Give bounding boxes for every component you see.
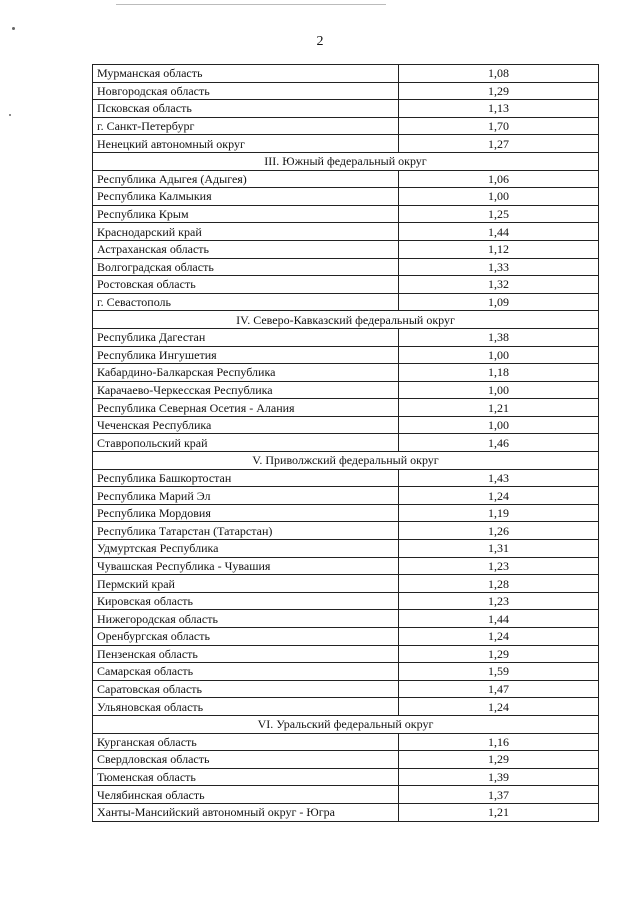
page-number: 2 [316, 34, 324, 49]
region-name-cell: г. Севастополь [93, 293, 399, 311]
region-name-cell: Новгородская область [93, 82, 399, 100]
scan-speck [12, 27, 15, 30]
coefficient-cell: 1,18 [399, 364, 599, 382]
coefficient-cell: 1,47 [399, 680, 599, 698]
region-name-cell: Курганская область [93, 733, 399, 751]
region-name-cell: Челябинская область [93, 786, 399, 804]
table-row [93, 469, 599, 487]
coefficient-cell: 1,06 [399, 170, 599, 188]
region-name-cell: Республика Калмыкия [93, 188, 399, 206]
region-name-cell: г. Санкт-Петербург [93, 117, 399, 135]
table-row [93, 276, 599, 294]
table-row [93, 399, 599, 417]
table-row [93, 205, 599, 223]
coefficient-cell: 1,29 [399, 751, 599, 769]
coefficient-cell: 1,44 [399, 223, 599, 241]
table-row [93, 768, 599, 786]
coefficient-cell: 1,31 [399, 540, 599, 558]
table-row [93, 328, 599, 346]
table-row [93, 188, 599, 206]
region-name-cell: Нижегородская область [93, 610, 399, 628]
coefficient-cell: 1,70 [399, 117, 599, 135]
table-row [93, 416, 599, 434]
section-title: VI. Уральский федеральный округ [93, 715, 599, 733]
coefficient-cell: 1,37 [399, 786, 599, 804]
coefficient-cell: 1,27 [399, 135, 599, 153]
coefficient-cell: 1,32 [399, 276, 599, 294]
coefficient-cell: 1,24 [399, 487, 599, 505]
table-row [93, 381, 599, 399]
section-title: III. Южный федеральный округ [93, 152, 599, 170]
region-name-cell: Кировская область [93, 592, 399, 610]
table-row [93, 293, 599, 311]
region-name-cell: Ханты-Мансийский автономный округ - Югра [93, 803, 399, 821]
coefficient-cell: 1,13 [399, 100, 599, 118]
coefficient-cell: 1,08 [399, 65, 599, 83]
table-body [93, 65, 599, 822]
region-name-cell: Республика Татарстан (Татарстан) [93, 522, 399, 540]
table-row [93, 628, 599, 646]
coefficient-cell: 1,12 [399, 240, 599, 258]
region-name-cell: Ростовская область [93, 276, 399, 294]
table-row [93, 434, 599, 452]
coefficient-cell: 1,43 [399, 469, 599, 487]
region-name-cell: Кабардино-Балкарская Республика [93, 364, 399, 382]
table-row [93, 522, 599, 540]
region-name-cell: Тюменская область [93, 768, 399, 786]
region-name-cell: Ставропольский край [93, 434, 399, 452]
table-row [93, 575, 599, 593]
coefficient-cell: 1,26 [399, 522, 599, 540]
coefficient-cell: 1,46 [399, 434, 599, 452]
table-row [93, 364, 599, 382]
region-name-cell: Республика Ингушетия [93, 346, 399, 364]
table-row [93, 557, 599, 575]
coefficient-cell: 1,00 [399, 346, 599, 364]
table-row [93, 65, 599, 83]
region-name-cell: Республика Дагестан [93, 328, 399, 346]
section-header-row [93, 152, 599, 170]
table-row [93, 680, 599, 698]
table-row [93, 170, 599, 188]
table-row [93, 100, 599, 118]
table-row [93, 223, 599, 241]
coefficient-cell: 1,21 [399, 803, 599, 821]
coefficient-cell: 1,29 [399, 82, 599, 100]
section-title: IV. Северо-Кавказский федеральный округ [93, 311, 599, 329]
section-header-row [93, 452, 599, 470]
region-name-cell: Пермский край [93, 575, 399, 593]
region-name-cell: Псковская область [93, 100, 399, 118]
region-name-cell: Свердловская область [93, 751, 399, 769]
region-name-cell: Чувашская Республика - Чувашия [93, 557, 399, 575]
table-row [93, 733, 599, 751]
scan-speck [9, 114, 11, 116]
table-row [93, 258, 599, 276]
region-name-cell: Саратовская область [93, 680, 399, 698]
region-name-cell: Ненецкий автономный округ [93, 135, 399, 153]
region-name-cell: Удмуртская Республика [93, 540, 399, 558]
region-name-cell: Волгоградская область [93, 258, 399, 276]
table-row [93, 663, 599, 681]
coefficient-cell: 1,29 [399, 645, 599, 663]
table-row [93, 487, 599, 505]
table-row [93, 540, 599, 558]
coefficient-cell: 1,23 [399, 557, 599, 575]
coefficient-cell: 1,39 [399, 768, 599, 786]
coefficient-cell: 1,19 [399, 504, 599, 522]
coefficient-cell: 1,00 [399, 416, 599, 434]
table-row [93, 751, 599, 769]
region-name-cell: Республика Марий Эл [93, 487, 399, 505]
coefficient-cell: 1,00 [399, 188, 599, 206]
coefficient-cell: 1,59 [399, 663, 599, 681]
table-row [93, 803, 599, 821]
table-row [93, 82, 599, 100]
region-name-cell: Краснодарский край [93, 223, 399, 241]
table-row [93, 117, 599, 135]
table-row [93, 504, 599, 522]
coefficient-cell: 1,16 [399, 733, 599, 751]
table-row [93, 240, 599, 258]
scan-top-line [116, 4, 386, 5]
coefficient-cell: 1,00 [399, 381, 599, 399]
table-row [93, 610, 599, 628]
region-name-cell: Республика Адыгея (Адыгея) [93, 170, 399, 188]
section-header-row [93, 311, 599, 329]
coefficient-cell: 1,23 [399, 592, 599, 610]
region-name-cell: Оренбургская область [93, 628, 399, 646]
table-row [93, 645, 599, 663]
coefficient-cell: 1,44 [399, 610, 599, 628]
table-row [93, 135, 599, 153]
region-coefficient-table [92, 64, 599, 822]
table-row [93, 786, 599, 804]
coefficient-cell: 1,21 [399, 399, 599, 417]
coefficient-cell: 1,28 [399, 575, 599, 593]
region-name-cell: Карачаево-Черкесская Республика [93, 381, 399, 399]
region-name-cell: Республика Северная Осетия - Алания [93, 399, 399, 417]
region-name-cell: Чеченская Республика [93, 416, 399, 434]
region-name-cell: Республика Мордовия [93, 504, 399, 522]
section-title: V. Приволжский федеральный округ [93, 452, 599, 470]
region-name-cell: Республика Крым [93, 205, 399, 223]
table-row [93, 346, 599, 364]
section-header-row [93, 715, 599, 733]
coefficient-cell: 1,24 [399, 628, 599, 646]
table-row [93, 698, 599, 716]
coefficient-cell: 1,38 [399, 328, 599, 346]
region-name-cell: Пензенская область [93, 645, 399, 663]
coefficient-cell: 1,25 [399, 205, 599, 223]
region-name-cell: Ульяновская область [93, 698, 399, 716]
coefficient-cell: 1,24 [399, 698, 599, 716]
region-name-cell: Республика Башкортостан [93, 469, 399, 487]
table-row [93, 592, 599, 610]
coefficient-cell: 1,33 [399, 258, 599, 276]
region-name-cell: Мурманская область [93, 65, 399, 83]
coefficient-cell: 1,09 [399, 293, 599, 311]
region-name-cell: Астраханская область [93, 240, 399, 258]
region-name-cell: Самарская область [93, 663, 399, 681]
